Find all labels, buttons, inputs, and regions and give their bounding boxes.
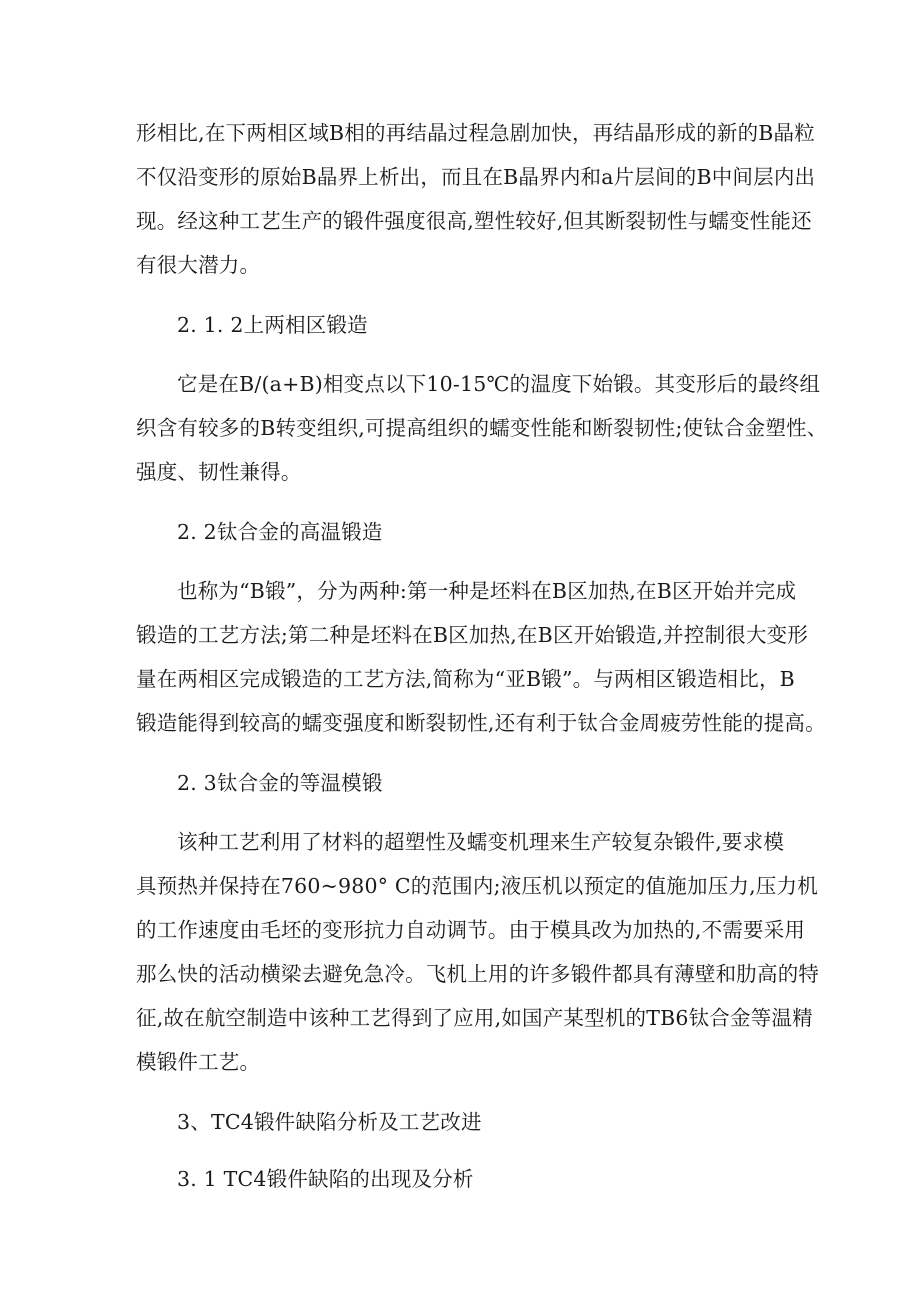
body-paragraph-line: 量在两相区完成锻造的工艺方法,简称为“亚B锻”。与两相区锻造相比，B [136, 667, 795, 691]
section-heading-3-1: 3. 1 TC4锻件缺陷的出现及分析 [177, 1167, 474, 1191]
body-paragraph-line: 强度、韧性兼得。 [136, 460, 302, 484]
body-paragraph-line: 具预热并保持在760~980° C的范围内;液压机以预定的值施加压力,压力机 [136, 874, 818, 898]
body-paragraph-line: 征,故在航空制造中该种工艺得到了应用,如国产某型机的TB6钛合金等温精 [136, 1006, 813, 1030]
body-paragraph-line: 该种工艺利用了材料的超塑性及蠕变机理来生产较复杂锻件,要求模 [177, 830, 785, 854]
body-paragraph-line: 它是在B/(a+B)相变点以下10-15℃的温度下始锻。其变形后的最终组 [177, 372, 821, 396]
body-paragraph-line: 模锻件工艺。 [136, 1050, 261, 1074]
body-paragraph-line: 有很大潜力。 [136, 253, 261, 277]
body-paragraph-line: 形相比,在下两相区域B相的再结晶过程急剧加快，再结晶形成的新的B晶粒 [136, 121, 815, 145]
section-heading-2-1-2: 2. 1. 2上两相区锻造 [177, 313, 368, 337]
body-paragraph-line: 不仅沿变形的原始B晶界上析出，而且在B晶界内和a片层间的B中间层内出 [136, 165, 816, 189]
body-paragraph-line: 那么快的活动横梁去避免急冷。飞机上用的许多锻件都具有薄壁和肋高的特 [136, 962, 820, 986]
section-heading-3: 3、TC4锻件缺陷分析及工艺改进 [177, 1110, 482, 1134]
body-paragraph-line: 也称为“B锻”，分为两种:第一种是坯料在B区加热,在B区开始并完成 [177, 579, 797, 603]
body-paragraph-line: 现。经这种工艺生产的锻件强度很高,塑性较好,但其断裂韧性与蠕变性能还 [136, 209, 812, 233]
body-paragraph-line: 的工作速度由毛坯的变形抗力自动调节。由于模具改为加热的,不需要采用 [136, 918, 806, 942]
section-heading-2-2: 2. 2钛合金的高温锻造 [177, 520, 383, 544]
body-paragraph-line: 锻造的工艺方法;第二种是坯料在B区加热,在B区开始锻造,并控制很大变形 [136, 623, 809, 647]
body-paragraph-line: 锻造能得到较高的蠕变强度和断裂韧性,还有利于钛合金周疲劳性能的提高。 [136, 711, 826, 735]
body-paragraph-line: 织含有较多的B转变组织,可提高组织的蠕变性能和断裂韧性;使钛合金塑性、 [136, 416, 828, 440]
section-heading-2-3: 2. 3钛合金的等温模锻 [177, 771, 383, 795]
